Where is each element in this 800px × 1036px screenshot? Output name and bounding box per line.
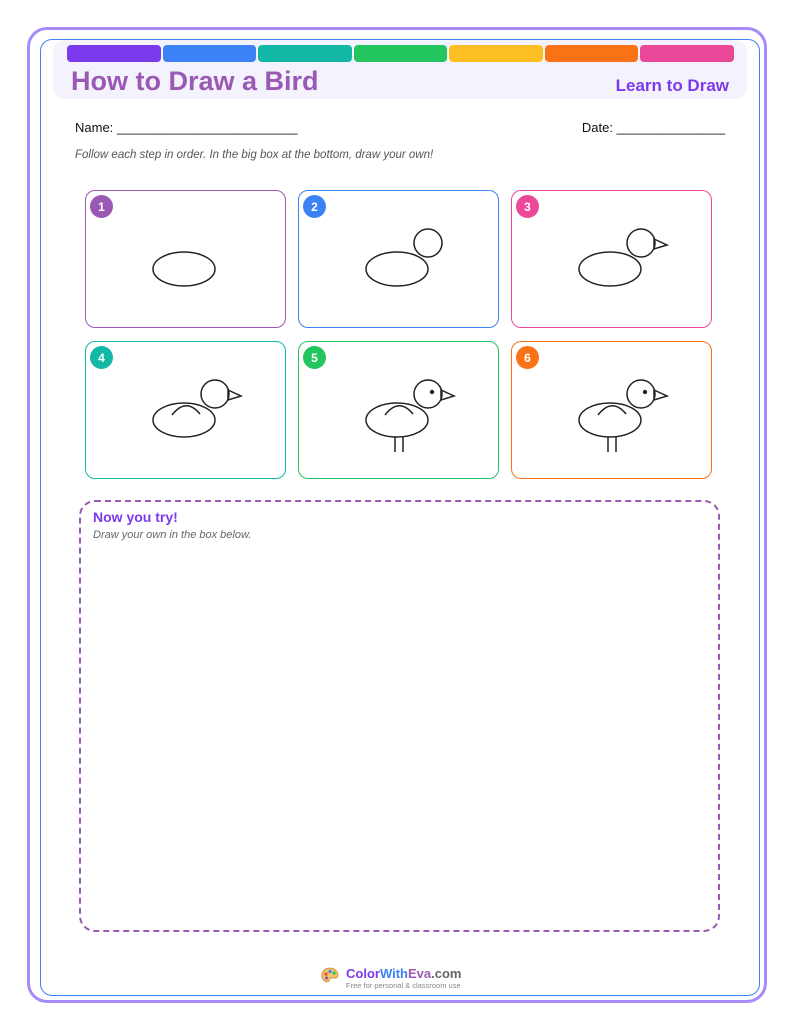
bird-head bbox=[627, 380, 655, 408]
bird-step-1-drawing bbox=[86, 191, 287, 329]
footer-note: Free for personal & classroom use bbox=[346, 981, 461, 990]
footer bbox=[320, 966, 461, 990]
bird-beak bbox=[441, 390, 454, 400]
bird-wing bbox=[172, 406, 200, 415]
step-badge: 6 bbox=[516, 346, 539, 369]
page-title: How to Draw a Bird bbox=[71, 66, 319, 96]
bird-eye bbox=[430, 390, 434, 394]
bird-step-5-drawing bbox=[299, 342, 500, 480]
bird-head bbox=[201, 380, 229, 408]
stripe-segment bbox=[67, 45, 161, 62]
bird-beak bbox=[654, 239, 667, 249]
brand-logo-text[interactable]: ColorWithEva.com bbox=[346, 966, 462, 981]
stripe-segment bbox=[354, 45, 448, 62]
bird-step-4-drawing bbox=[86, 342, 287, 480]
step-badge: 2 bbox=[303, 195, 326, 218]
step-badge: 3 bbox=[516, 195, 539, 218]
bird-body bbox=[153, 252, 215, 286]
bird-step-6-drawing bbox=[512, 342, 713, 480]
step-box-6 bbox=[511, 341, 712, 479]
bird-body bbox=[579, 403, 641, 437]
stripe-segment bbox=[258, 45, 352, 62]
bird-head bbox=[414, 380, 442, 408]
date-field[interactable]: Date: _______________ bbox=[581, 120, 725, 135]
step-box-3 bbox=[511, 190, 712, 328]
practice-title: Now you try! bbox=[93, 509, 178, 525]
stripe-segment bbox=[640, 45, 734, 62]
bird-body bbox=[579, 252, 641, 286]
instructions: Follow each step in order. In the big box at the bottom, draw your own! bbox=[75, 149, 434, 161]
step-box-2 bbox=[298, 190, 499, 328]
bird-body bbox=[153, 403, 215, 437]
bird-wing bbox=[385, 406, 413, 415]
step-badge: 1 bbox=[90, 195, 113, 218]
bird-beak bbox=[654, 390, 667, 400]
name-field[interactable]: Name: _________________________ bbox=[75, 120, 298, 135]
bird-head bbox=[414, 229, 442, 257]
bird-head bbox=[627, 229, 655, 257]
bird-step-3-drawing bbox=[512, 191, 713, 329]
step-box-4 bbox=[85, 341, 286, 479]
practice-drawing-area[interactable] bbox=[79, 500, 720, 932]
step-box-5 bbox=[298, 341, 499, 479]
stripe-segment bbox=[449, 45, 543, 62]
palette-icon bbox=[320, 966, 340, 986]
practice-subtitle: Draw your own in the box below. bbox=[93, 529, 252, 541]
bird-step-2-drawing bbox=[299, 191, 500, 329]
step-box-1 bbox=[85, 190, 286, 328]
rainbow-stripe bbox=[67, 45, 734, 62]
bird-beak bbox=[228, 390, 241, 400]
stripe-segment bbox=[545, 45, 639, 62]
bird-body bbox=[366, 403, 428, 437]
bird-wing bbox=[598, 406, 626, 415]
bird-eye bbox=[643, 390, 647, 394]
step-badge: 5 bbox=[303, 346, 326, 369]
stripe-segment bbox=[163, 45, 257, 62]
tagline: Learn to Draw bbox=[615, 76, 729, 95]
bird-body bbox=[366, 252, 428, 286]
step-badge: 4 bbox=[90, 346, 113, 369]
